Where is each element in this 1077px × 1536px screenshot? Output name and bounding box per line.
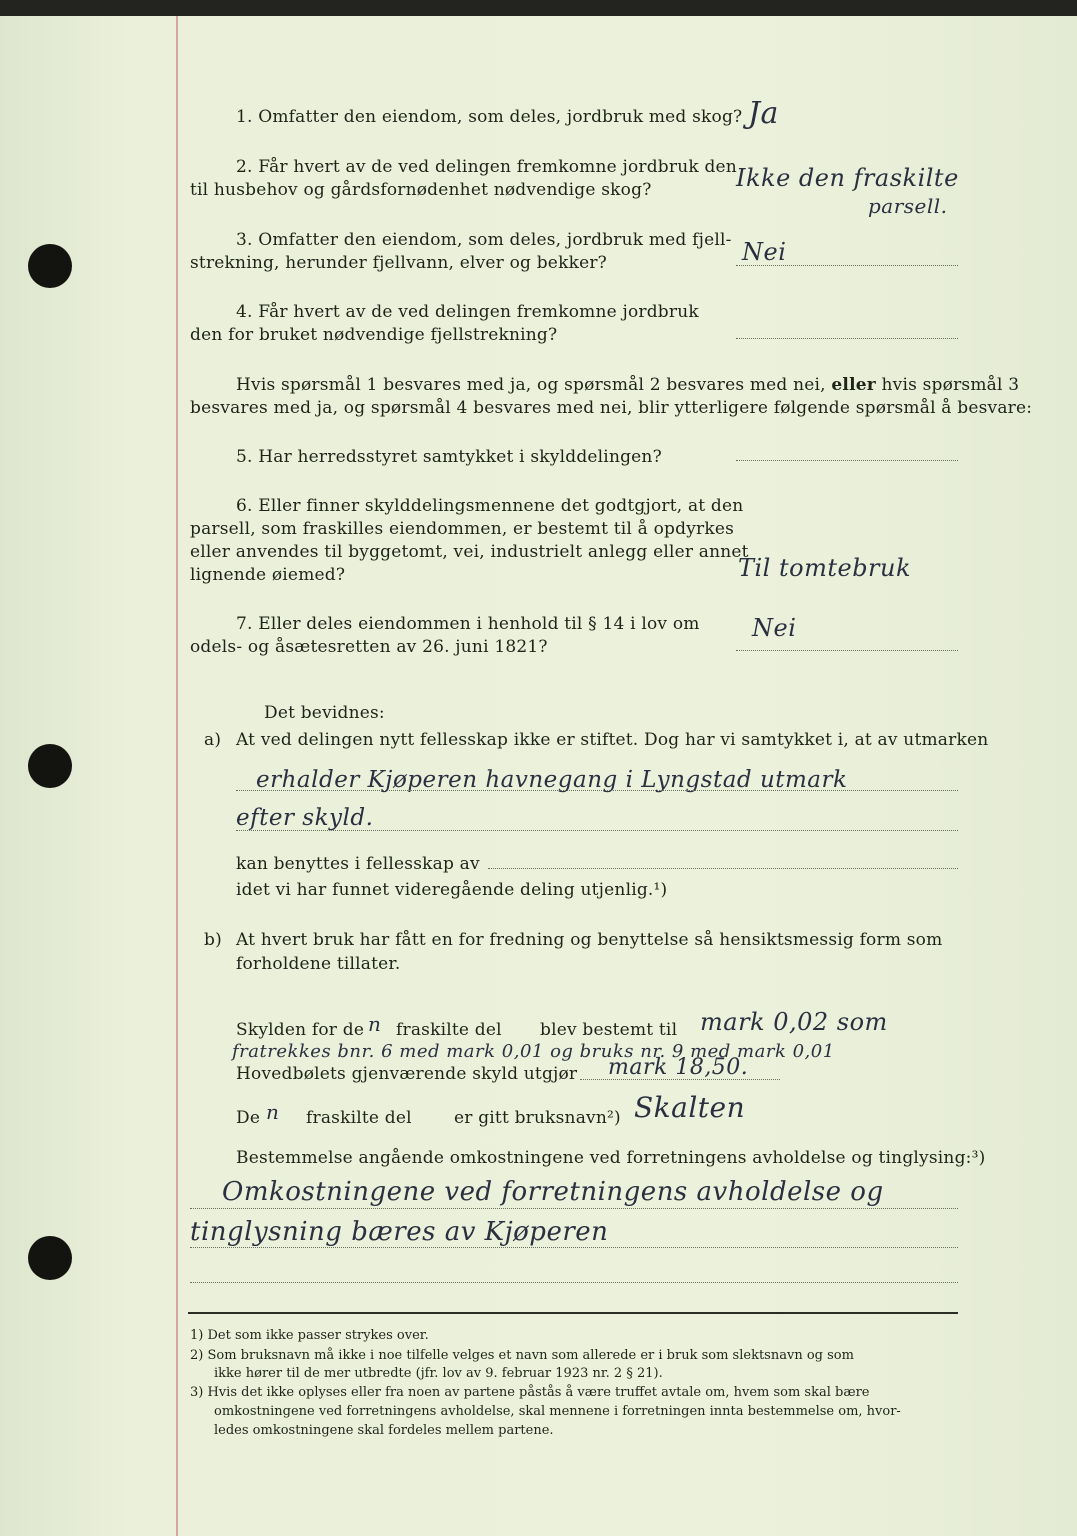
fill-line — [190, 1208, 958, 1209]
skyld-fraskilte: fraskilte del — [396, 1020, 502, 1040]
bruksnavn-handwritten-n: n — [266, 1100, 280, 1124]
question-2-line-2: til husbehov og gårdsfornødenhet nødvendige skog? — [190, 180, 652, 200]
question-7-line-2: odels‑ og åsætesretten av 26. juni 1821? — [190, 637, 548, 657]
answer-6: Til tomtebruk — [738, 554, 912, 582]
omkostning-handwriting-2: tinglysning bæres av Kjøperen — [190, 1217, 609, 1247]
question-6-line-2: parsell, som fraskilles eiendommen, er bestemt til å opdyrkes — [190, 519, 735, 539]
question-1: 1. Omfatter den eiendom, som deles, jordbruk med skog? — [236, 107, 743, 127]
condition-line-2: besvares med ja, og spørsmål 4 besvares med nei, blir ytterligere følgende spørsmål å besvare: — [190, 398, 1033, 418]
answer-7: Nei — [752, 614, 797, 642]
question-4-line-2: den for bruket nødvendige fjellstrekning? — [190, 325, 558, 345]
footnote-3-line-2: omkostningene ved forretningens avholdelse, skal mennene i forretningen innta bestemmelse om, hvor‑ — [214, 1404, 901, 1419]
hovedbol-label: Hovedbølets gjenværende skyld utgjør — [236, 1064, 578, 1084]
footnote-1: 1) Det som ikke passer strykes over. — [190, 1328, 429, 1343]
condition-text: Hvis spørsmål 1 besvares med ja, og spørsmål 2 besvares med nei, — [236, 375, 826, 395]
question-5: 5. Har herredsstyret samtykket i skylddelingen? — [236, 447, 662, 467]
answer-2-line-2: parsell. — [868, 194, 948, 218]
answer-line — [736, 460, 958, 461]
margin-line — [176, 16, 178, 1536]
footnote-3-line-3: ledes omkostningene skal fordeles mellem partene. — [214, 1423, 554, 1438]
fill-line — [580, 1079, 780, 1080]
bruksnavn-label: er gitt bruksnavn²) — [454, 1108, 621, 1128]
felles-text: kan benyttes i fellesskap av — [236, 854, 480, 874]
item-a-text: At ved delingen nytt fellesskap ikke er stiftet. Dog har vi samtykket i, at av utmarken — [236, 730, 989, 750]
item-b-line-2: forholdene tillater. — [236, 954, 401, 974]
question-2-line-1: 2. Får hvert av de ved delingen fremkomne jordbruk den — [236, 157, 737, 177]
item-a-handwriting-1: erhalder Kjøperen havnegang i Lyngstad utmark — [256, 767, 848, 793]
condition-text: hvis spørsmål 3 — [881, 375, 1020, 395]
fill-line — [190, 1247, 958, 1248]
skyld-label: Skylden for de — [236, 1020, 365, 1040]
answer-3: Nei — [742, 238, 787, 266]
answer-line — [736, 265, 958, 266]
omkostning-label: Bestemmelse angående omkostningene ved forretningens avholdelse og tinglysing:³) — [236, 1148, 986, 1168]
item-b-label: b) — [204, 930, 222, 950]
fill-line — [488, 868, 958, 869]
scan-top-edge — [0, 0, 1077, 16]
idet-text: idet vi har funnet videregående deling utjenlig.¹) — [236, 880, 668, 900]
question-3-line-1: 3. Omfatter den eiendom, som deles, jordbruk med fjell‑ — [236, 230, 732, 250]
punch-hole — [28, 1236, 72, 1280]
skyld-value-handwriting: mark 0,02 som — [700, 1008, 888, 1036]
question-7-line-1: 7. Eller deles eiendommen i henhold til § 14 i lov om — [236, 614, 700, 634]
answer-2-line-1: Ikke den fraskilte — [736, 164, 959, 192]
condition-emphasis: eller — [831, 375, 876, 395]
punch-hole — [28, 244, 72, 288]
footnote-2-line-1: 2) Som bruksnavn må ikke i noe tilfelle velges et navn som allerede er i bruk som slektsnavn og som — [190, 1348, 854, 1363]
bruksnavn-de: De — [236, 1108, 261, 1128]
question-3-line-2: strekning, herunder fjellvann, elver og bekker? — [190, 253, 607, 273]
answer-line — [736, 338, 958, 339]
footnote-3-line-1: 3) Hvis det ikke oplyses eller fra noen av partene påstås å være truffet avtale om, hvem som skal bære — [190, 1385, 870, 1400]
answer-1: Ja — [748, 96, 779, 131]
item-a-label: a) — [204, 730, 222, 750]
punch-hole — [28, 744, 72, 788]
item-a-handwriting-2: efter skyld. — [236, 805, 374, 831]
fill-line — [236, 790, 958, 791]
question-6-line-1: 6. Eller finner skylddelingsmennene det godtgjort, at den — [236, 496, 744, 516]
omkostning-handwriting-1: Omkostningene ved forretningens avholdelse og — [222, 1177, 884, 1207]
bruksnavn-handwriting: Skalten — [634, 1091, 746, 1124]
bruksnavn-fraskilte: fraskilte del — [306, 1108, 412, 1128]
footnote-2-line-2: ikke hører til de mer utbredte (jfr. lov av 9. februar 1923 nr. 2 § 21). — [214, 1366, 663, 1381]
question-6-line-4: lignende øiemed? — [190, 565, 346, 585]
fill-line — [236, 830, 958, 831]
skyld-bestemt: blev bestemt til — [540, 1020, 678, 1040]
answer-line — [736, 650, 958, 651]
condition-line-1 — [236, 374, 1019, 396]
skyld-deduction-handwriting: fratrekkes bnr. 6 med mark 0,01 og bruks nr. 9 med mark 0,01 — [232, 1041, 835, 1062]
fill-line — [190, 1282, 958, 1283]
hovedbol-value-handwriting: mark 18,50. — [608, 1055, 749, 1080]
bevidnes-heading: Det bevidnes: — [264, 703, 385, 723]
skyld-handwritten-n: n — [368, 1012, 382, 1036]
footnote-rule — [188, 1312, 958, 1314]
question-6-line-3: eller anvendes til byggetomt, vei, industrielt anlegg eller annet — [190, 542, 749, 562]
question-4-line-1: 4. Får hvert av de ved delingen fremkomne jordbruk — [236, 302, 699, 322]
item-b-line-1: At hvert bruk har fått en for fredning og benyttelse så hensiktsmessig form som — [236, 930, 943, 950]
